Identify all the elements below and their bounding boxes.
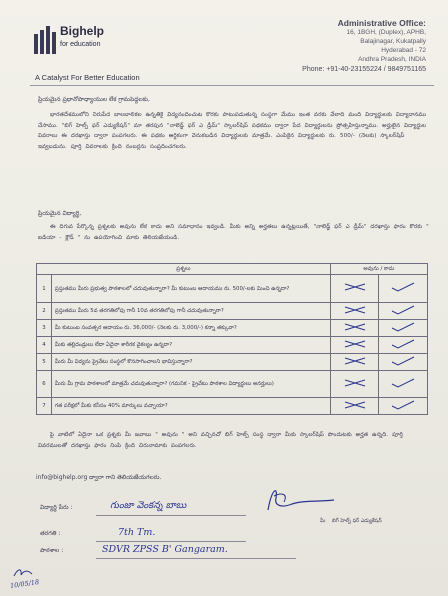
answer-no-cell[interactable] [379,320,428,337]
cross-mark-icon [342,356,368,366]
cross-mark-icon [342,322,368,332]
tick-mark-icon [390,339,416,349]
address-line: Balajinagar, Kukatpally [360,38,426,46]
column-header-answers: అవును / కాదు [330,264,427,275]
table-row: 4 మీకు తల్లిదండ్రులు లేదా ఏదైనా శారీరక వైకల్యం ఉన్నదా? [37,337,428,354]
answer-no-cell[interactable] [379,371,428,398]
cross-mark-icon [342,282,368,292]
phone-number: Phone: +91-40-23155224 / 9849751165 [302,65,426,73]
body-paragraph-3: పై వాటిలో ఏదైనా ఒక ప్రశ్నకు మీ జవాబు " అవును " అని వచ్చినచో బిగ్ హెల్ప్ సంస్థ ద్వారా మీకు స్కాలర్‌షిప్ పొందుటకు అర్హత ఉన్నది. పూర్తి వివరములతో దరఖాస్తు ఫారం నింపి క్రింది చిరునామాకు పంపగలరు. [38,432,403,449]
signature-label: బిగ్ హెల్ప్ ఫర్ ఎడ్యుకేషన్ [332,518,382,524]
answer-no-cell[interactable] [379,337,428,354]
email-line: info@bighelp.org ద్వారా గాని తెలియజేయగలరు. [36,474,162,481]
class-value[interactable]: 7th Tm. [118,527,156,538]
address-line: Hyderabad - 72 [381,47,426,54]
salutation: ప్రియమైన ప్రధానోపాధ్యాయుల లేక గ్రామపెద్దలకు, [38,96,150,103]
table-row: 7 గత పరీక్షలో మీకు కనీసం 40% మార్కులు వచ్చాయా? [37,398,428,415]
tick-mark-icon [390,378,416,388]
bighelp-logo-icon [34,26,56,54]
body-paragraph-1: భారతదేశములోని నిరుపేద బాలబాలికల ఉన్నతికై విద్యనందించుట కొరకు పాటుపడుతున్న సంస్థగా మేము ఇంత వరకు వేలాది మంది విద్యార్థులకు విద్యాదానము చేసాము. "బిగ్ హెల్ప్ ఫర్ ఎడ్యుకేషన్" మా తరపున "నాలెడ్జ్ ఫర్ ఎ డ్రీమ్" స్కాలర్‌షిప్ పథకము ద్వారా పేద విద్యార్థులను ప్రోత్సహిస్తున్నాము. అర్హులైన విద్యార్థుల వివరాలు ఈ దరఖాస్తు ద్వారా పంపగలరు. ఈ పథకం ఆర్థికంగా వెనుకబడిన విద్యార్థులకు మాత్రమే. ఎంపికైన విద్యార్థులకు రు. 500/- (నెలకు) స్కాలర్‌షిప్ ఇవ్వబడును. పూర్తి వివరాలకు క్రింది నంబర్లను సంప్రదించగలరు. [38,112,427,150]
table-row: 1 ప్రస్తుతము మీరు ప్రభుత్వ పాఠశాలలో చదువుతున్నారా? మీ కుటుంబ ఆదాయము రు. 500/-లకు మించి ఉన్నదా? [37,275,428,303]
header-divider [30,85,434,86]
column-header-questions: ప్రశ్నలు [37,264,331,275]
school-underline [96,558,296,559]
table-row: 2 ప్రస్తుతము మీరు 5వ తరగతిలోపు గానీ 10వ తరగతిలోపు గానీ చదువుతున్నారా? [37,303,428,320]
student-name-value[interactable]: గుంజా వెంకన్న బాబు [110,500,187,511]
school-label: పాఠశాల : [40,547,64,554]
tick-mark-icon [390,356,416,366]
class-label: తరగతి : [40,530,61,537]
answer-no-cell[interactable] [379,354,428,371]
answer-yes-cell[interactable] [330,303,379,320]
body-paragraph-2: ఈ దిగువ పేర్కొన్న ప్రశ్నలకు అవును లేక కాదు అని సమాధానం ఇవ్వండి. మీకు అన్ని అర్హతలు ఉన్నట్లయితే, "నాలెడ్జ్ ఫర్ ఎ డ్రీమ్" దరఖాస్తు ఫారం కొరకు " ఐడియా - క్లౌడ్ " ను ఉపయోగించి మాకు తెలియజేయండి. [38,224,429,241]
tick-mark-icon [390,282,416,292]
answer-yes-cell[interactable] [330,275,379,303]
table-row: 6 మీరు మీ గ్రామ పాఠశాలలో మాత్రమే చదువుతున్నారా? (గమనిక - ప్రైవేటు పాఠశాల విద్యార్థులు అనర్హులు) [37,371,428,398]
name-underline [96,515,246,516]
cross-mark-icon [342,378,368,388]
answer-yes-cell[interactable] [330,371,379,398]
school-value[interactable]: SDVR ZPSS B' Gangaram. [102,544,228,555]
student-salutation: ప్రియమైన విద్యార్థి, [38,210,82,217]
date-note: 10/05/18 [9,578,40,590]
table-row: 5 మీరు మీ విద్యను ప్రైవేటు సంస్థలో కొనసాగించాలని భావిస్తున్నారా? [37,354,428,371]
answer-no-cell[interactable] [379,398,428,415]
answer-yes-cell[interactable] [330,354,379,371]
tick-mark-icon [390,305,416,315]
office-address [286,18,426,74]
cross-mark-icon [342,305,368,315]
signature-image [262,482,338,516]
answer-no-cell[interactable] [379,303,428,320]
signature-prefix: మీ [320,518,326,524]
questions-table [36,263,428,415]
address-line: Andhra Pradesh, INDIA [358,55,426,63]
answer-yes-cell[interactable] [330,337,379,354]
cross-mark-icon [342,400,368,410]
table-row: 3 మీ కుటుంబ సంవత్సర ఆదాయం రు. 36,000/- (నెలకు రు. 3,000/-) కన్నా తక్కువా? [37,320,428,337]
brand-name: Bighelp [60,24,104,38]
table-header-row [37,264,428,275]
address-line: 16, 1BGH, (Duplex), APHB, [346,29,426,37]
answer-yes-cell[interactable] [330,398,379,415]
student-name-label: విద్యార్థి పేరు : [40,504,73,511]
tick-mark-icon [390,400,416,410]
answer-no-cell[interactable] [379,275,428,303]
cross-mark-icon [342,339,368,349]
class-underline [96,541,246,542]
tagline: A Catalyst For Better Education [35,73,140,82]
answer-yes-cell[interactable] [330,320,379,337]
tick-mark-icon [390,322,416,332]
brand-subtitle: for education [60,41,101,48]
office-title: Administrative Office: [337,18,426,28]
